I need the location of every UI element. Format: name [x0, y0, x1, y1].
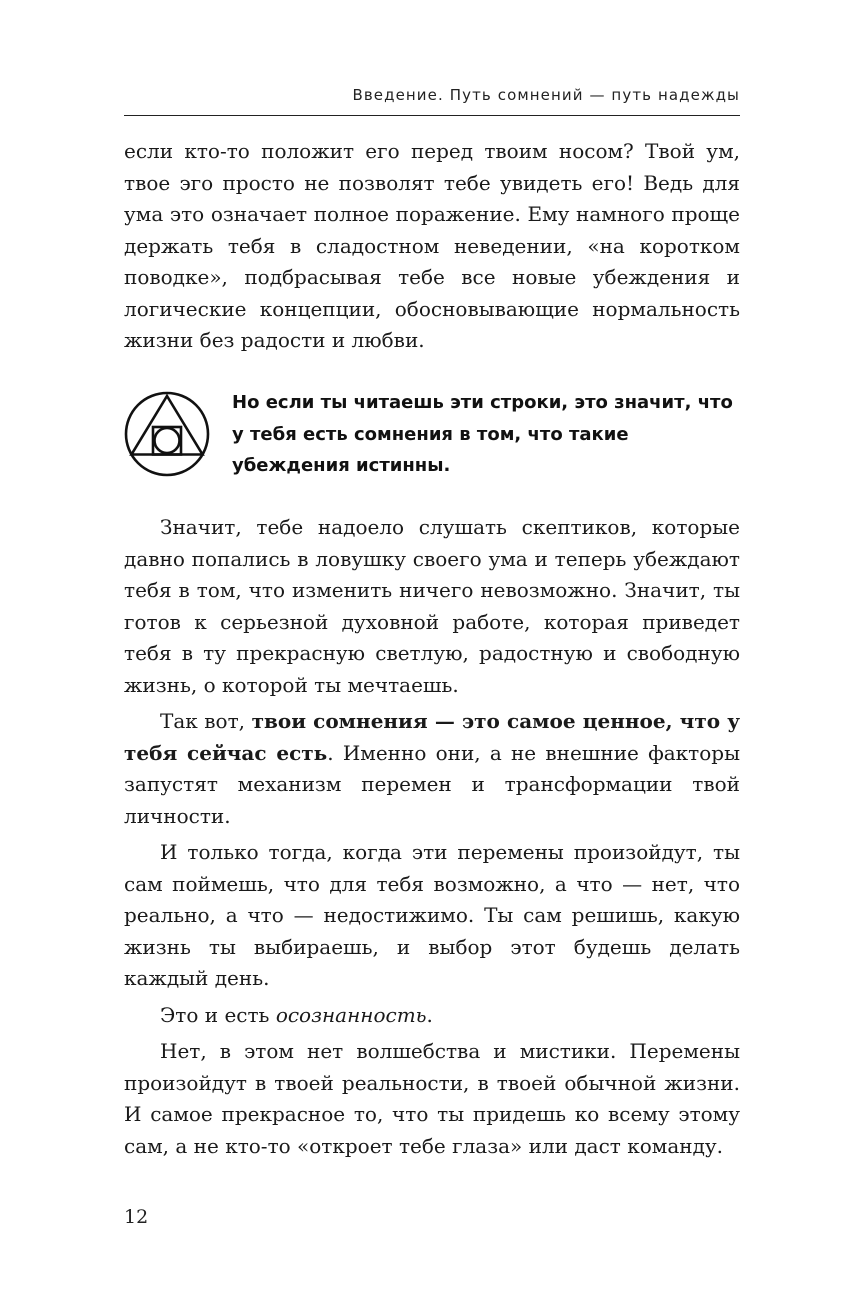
paragraph-3: И только тогда, когда эти перемены произойдут, ты сам поймешь, что для тебя возможно, а что — нет, что реально, а что — недостижимо. Ты сам решишь, какую жизнь ты выбираешь, и выбор этот будешь делать каждый день. [124, 840, 740, 990]
paragraph-continued: если кто-то положит его перед твоим носом? Твой ум, твое эго просто не позволят тебе увидеть его! Ведь для ума это означает полное поражение. Ему намного проще держать тебя в сладостном неведении, «на коротком поводке», подбрасывая тебе все новые убеждения и логические концепции, обосновывающие нормальность жизни без радости и любви. [124, 139, 740, 352]
paragraph-2-rest: . Именно они, а не внешние факторы запустят механизм перемен и трансформации твой личности. [124, 740, 740, 828]
paragraph-4-end: . [426, 1002, 433, 1027]
triangle-circle-square-emblem-icon [124, 391, 210, 477]
callout-box [124, 387, 740, 482]
paragraph-4-italic-term: осознанность [275, 1002, 427, 1027]
header-rule [124, 115, 740, 116]
paragraph-5: Нет, в этом нет волшебства и мистики. Перемены произойдут в твоей реальности, в твоей обычной жизни. И самое прекрасное то, что ты придешь ко всему этому сам, а не кто-то «откроет тебе глаза» или даст команду. [124, 1039, 740, 1158]
paragraph-2-lead: Так вот, [160, 709, 252, 733]
page-number: 12 [124, 1206, 149, 1228]
paragraph-2-emphasis: твои сомнения — это самое ценное, что у тебя сейчас есть [124, 709, 740, 765]
text-block-top [124, 136, 740, 357]
callout-text: Но если ты читаешь эти строки, это значит, что у тебя есть сомнения в том, что такие убеждения истинны. [232, 392, 733, 476]
paragraph-4 [124, 1000, 740, 1032]
paragraph-4-lead: Это и есть [160, 1002, 276, 1027]
paragraph-1: Значит, тебе надоело слушать скептиков, которые давно попались в ловушку своего ума и теперь убеждают тебя в том, что изменить ничего невозможно. Значит, ты готов к серьезной духовной работе, которая приведет тебя в ту прекрасную светлую, радостную и свободную жизнь, о которой ты мечтаешь. [124, 515, 740, 697]
running-header: Введение. Путь сомнений — путь надежды [352, 86, 740, 104]
paragraph-2 [124, 706, 740, 832]
text-block-main [124, 512, 740, 1162]
